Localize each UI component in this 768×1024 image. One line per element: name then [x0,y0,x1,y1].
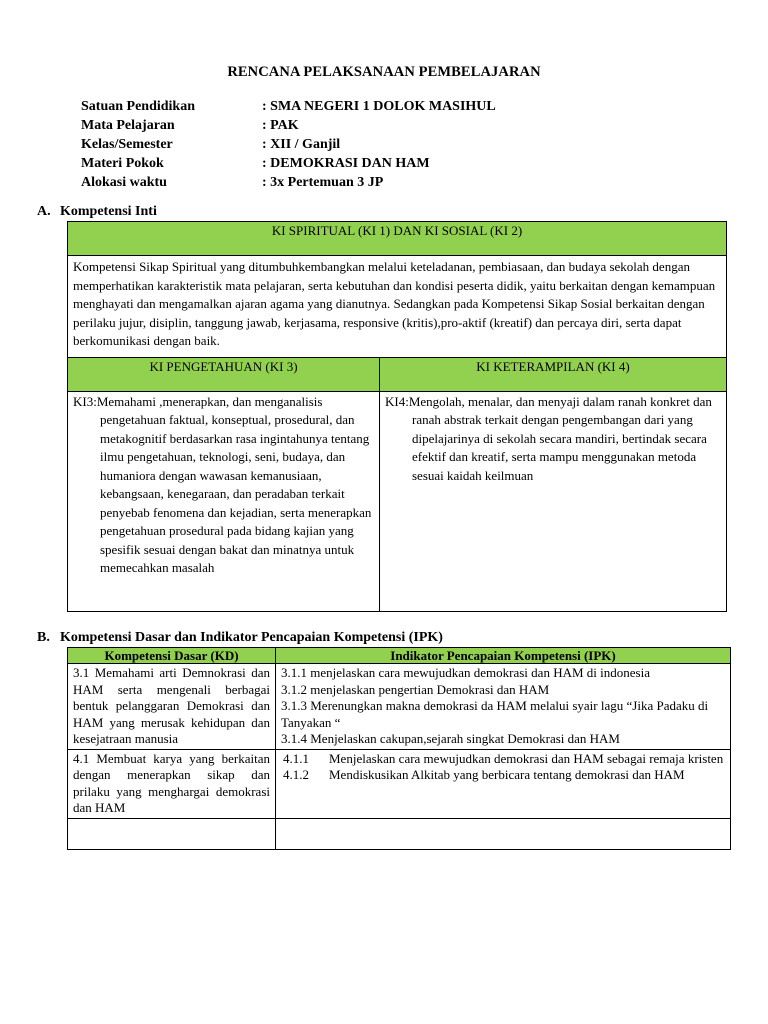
ipk-cell [276,664,731,750]
ipk-number: 4.1.2 [283,767,309,782]
ki4-header: KI KETERAMPILAN (KI 4) [380,357,727,391]
ki4-cell [380,391,727,611]
section-a-heading [37,204,157,220]
meta-label: Mata Pelajaran [81,118,175,133]
empty-cell [276,818,731,849]
ipk-item: 3.1.3 Merenungkan makna demokrasi da HAM melalui syair lagu “Jika Padaku di Tanyakan “ [281,698,709,730]
meta-row-kelas [81,135,681,154]
kompetensi-inti-table [67,221,727,612]
meta-row-alokasi [81,173,681,192]
section-title: Kompetensi Dasar dan Indikator Pencapaian Kompetensi (IPK) [60,630,443,645]
ipk-text: Menjelaskan cara mewujudkan demokrasi dan HAM sebagai remaja kristen [329,750,724,766]
ipk-item: 3.1.1 menjelaskan cara mewujudkan demokrasi dan HAM di indonesia [281,665,650,680]
meta-row-satuan [81,97,681,116]
meta-value: : DEMOKRASI DAN HAM [262,156,430,171]
table-row-empty [68,818,731,849]
ki12-body: Kompetensi Sikap Spiritual yang ditumbuhkembangkan melalui keteladanan, pembiasaan, dan budaya sekolah dengan memperhatikan karakteristik mata pelajaran, serta kebutuhan dan kondisi peserta didik, yaitu berkaitan dengan kemampuan menghayati dan mengamalkan ajaran agama yang dianutnya. Sedangkan pada Kompetensi Sikap Sosial berkaitan dengan perilaku jujur, disiplin, tanggung jawab, kerjasama, responsive (kritis),pro-aktif (kreatif) dan percaya diri, serta dapat berkomunikasi dengan baik. [68,256,727,358]
meta-label: Alokasi waktu [81,175,167,190]
meta-label: Kelas/Semester [81,137,173,152]
kd-cell: 4.1 Membuat karya yang berkaitan dengan menerapkan sikap dan prilaku yang menghargai demokrasi dan HAM [68,749,276,818]
ipk-cell [276,749,731,818]
ki4-text: KI4:Mengolah, menalar, dan menyaji dalam ranah konkret dan ranah abstrak terkait dengan pengembangan dari yang dipelajarinya di sekolah secara mandiri, bertindak secara efektif dan kreatif, serta mampu menggunakan metoda sesuai kaidah keilmuan [385,393,712,483]
ki3-text: KI3:Memahami ,menerapkan, dan menganalisis pengetahuan faktual, konseptual, prosedural, dan metakognitif berdasarkan rasa ingintahunya tentang ilmu pengetahuan, teknologi, seni, budaya, dan humaniora dengan wawasan kemanusiaan, kebangsaan, kenegaraan, dan peradaban terkait penyebab fenomena dan kejadian, serta menerapkan pengetahuan prosedural pada bidang kajian yang spesifik sesuai dengan bakat dan minatnya untuk memecahkan masalah [73,393,372,575]
meta-label: Materi Pokok [81,156,164,171]
ki3-header: KI PENGETAHUAN (KI 3) [68,357,380,391]
ipk-item [281,751,725,768]
section-b-heading [37,630,443,646]
meta-row-mapel [81,116,681,135]
meta-value: : SMA NEGERI 1 DOLOK MASIHUL [262,99,496,114]
identity-block [81,97,681,192]
ipk-column-header: Indikator Pencapaian Kompetensi (IPK) [276,648,731,664]
kd-cell: 3.1 Memahami arti Demnokrasi dan HAM serta mengenali berbagai bentuk pelanggaran Demokrasi dan HAM yang merusak kehidupan dan kesejatraan manusia [68,664,276,750]
ipk-number: 4.1.1 [283,750,309,766]
section-number: A. [37,204,51,219]
meta-value: : PAK [262,118,299,133]
document-title: RENCANA PELAKSANAAN PEMBELAJARAN [227,64,541,80]
meta-value: : 3x Pertemuan 3 JP [262,175,384,190]
section-number: B. [37,630,50,645]
empty-cell [68,818,276,849]
kd-ipk-table [67,647,731,850]
meta-value: : XII / Ganjil [262,137,341,152]
table-row [68,749,731,818]
kd-column-header: Kompetensi Dasar (KD) [68,648,276,664]
ipk-item: 3.1.4 Menjelaskan cakupan,sejarah singkat Demokrasi dan HAM [281,731,620,746]
ipk-text: Mendiskusikan Alkitab yang berbicara tentang demokrasi dan HAM [329,767,685,782]
ipk-item [281,767,725,784]
table-row [68,664,731,750]
ipk-item: 3.1.2 menjelaskan pengertian Demokrasi dan HAM [281,681,550,697]
ki12-header: KI SPIRITUAL (KI 1) DAN KI SOSIAL (KI 2) [68,222,727,256]
meta-row-materi [81,154,681,173]
ki3-cell [68,391,380,611]
meta-label: Satuan Pendidikan [81,99,195,114]
section-title: Kompetensi Inti [60,204,157,219]
